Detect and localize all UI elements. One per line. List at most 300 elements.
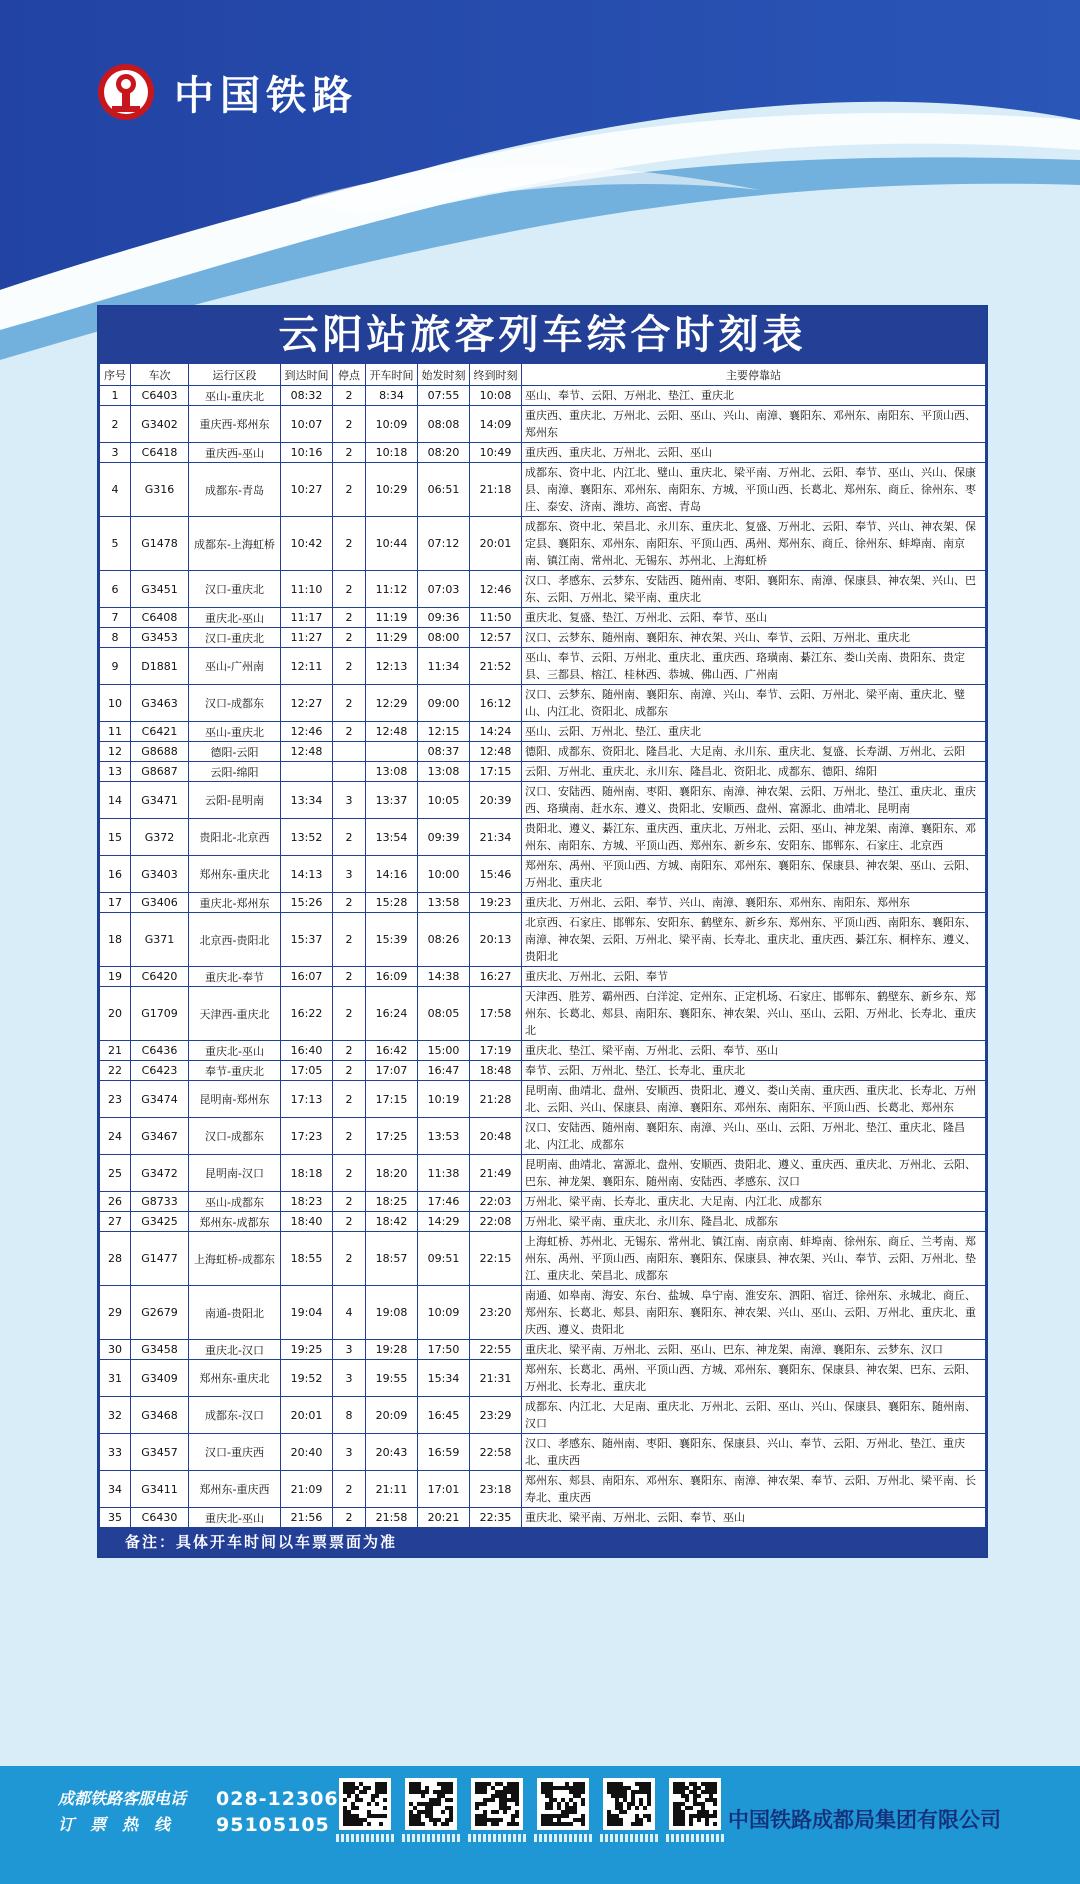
- qr-item: [602, 1778, 656, 1842]
- timetable: [99, 363, 986, 1528]
- qr-caption: [336, 1834, 394, 1842]
- table-cell: 20:13: [470, 913, 522, 967]
- table-cell: 17:01: [418, 1471, 470, 1508]
- table-cell: 20:48: [470, 1118, 522, 1155]
- table-cell: 2: [333, 913, 366, 967]
- table-row: [100, 1041, 986, 1061]
- table-cell: 12:57: [470, 628, 522, 648]
- stations-cell: 重庆北、梁平南、万州北、云阳、奉节、巫山: [522, 1508, 986, 1528]
- table-cell: 8: [100, 628, 131, 648]
- table-cell: 23:29: [470, 1397, 522, 1434]
- table-row: [100, 1360, 986, 1397]
- table-cell: 上海虹桥-成都东: [189, 1232, 281, 1286]
- table-cell: 巫山-成都东: [189, 1192, 281, 1212]
- table-cell: 22:03: [470, 1192, 522, 1212]
- table-cell: 10:09: [366, 406, 418, 443]
- table-cell: 汉口-重庆北: [189, 571, 281, 608]
- table-cell: 11:50: [470, 608, 522, 628]
- table-cell: 33: [100, 1434, 131, 1471]
- table-row: [100, 742, 986, 762]
- company-name: 中国铁路成都局集团有限公司: [728, 1808, 1001, 1832]
- stations-cell: 上海虹桥、苏州北、无锡东、常州北、镇江南、南京南、蚌埠南、徐州东、商丘、兰考南、郑州东、禹州、平顶山西、南阳东、襄阳东、保康县、神农架、兴山、奉节、云阳、万州北、垫江、重庆北、荣昌北、成都东: [522, 1232, 986, 1286]
- table-cell: 19:55: [366, 1360, 418, 1397]
- table-cell: 08:05: [418, 987, 470, 1041]
- table-cell: 2: [333, 1212, 366, 1232]
- table-cell: 2: [333, 1471, 366, 1508]
- qr-item: [536, 1778, 590, 1842]
- table-cell: 16:24: [366, 987, 418, 1041]
- table-row: [100, 987, 986, 1041]
- table-cell: 10: [100, 685, 131, 722]
- table-cell: 17:05: [281, 1061, 333, 1081]
- table-cell: 22:35: [470, 1508, 522, 1528]
- table-cell: G316: [131, 463, 189, 517]
- table-row: [100, 1232, 986, 1286]
- china-railway-logo-icon: [96, 62, 156, 122]
- table-row: [100, 893, 986, 913]
- table-cell: 郑州东-成都东: [189, 1212, 281, 1232]
- stations-cell: 汉口、云梦东、随州南、襄阳东、神农架、兴山、奉节、云阳、万州北、重庆北: [522, 628, 986, 648]
- table-cell: 重庆北-巫山: [189, 608, 281, 628]
- qr-item: [668, 1778, 722, 1842]
- table-cell: 22:58: [470, 1434, 522, 1471]
- page-title: 云阳站旅客列车综合时刻表: [99, 307, 986, 363]
- qr-code-icon: [669, 1778, 721, 1830]
- table-row: [100, 685, 986, 722]
- table-cell: 汉口-成都东: [189, 685, 281, 722]
- table-cell: 11:34: [418, 648, 470, 685]
- column-header: 终到时刻: [470, 364, 522, 386]
- qr-item: [470, 1778, 524, 1842]
- table-cell: 21:52: [470, 648, 522, 685]
- table-row: [100, 913, 986, 967]
- table-cell: 13:08: [418, 762, 470, 782]
- table-cell: 18:40: [281, 1212, 333, 1232]
- table-cell: 巫山-广州南: [189, 648, 281, 685]
- stations-cell: 汉口、安陆西、随州南、襄阳东、南漳、兴山、巫山、云阳、万州北、垫江、重庆北、隆昌北、内江北、成都东: [522, 1118, 986, 1155]
- table-cell: 10:27: [281, 463, 333, 517]
- service-label: 成都铁路客服电话: [58, 1789, 187, 1808]
- table-cell: 17:25: [366, 1118, 418, 1155]
- table-cell: 16:59: [418, 1434, 470, 1471]
- table-cell: 22:08: [470, 1212, 522, 1232]
- table-cell: 20:21: [418, 1508, 470, 1528]
- table-cell: 德阳-云阳: [189, 742, 281, 762]
- table-cell: 13:08: [366, 762, 418, 782]
- table-cell: 12:11: [281, 648, 333, 685]
- table-cell: 09:51: [418, 1232, 470, 1286]
- table-cell: 1: [100, 386, 131, 406]
- table-row: [100, 722, 986, 742]
- table-cell: 06:51: [418, 463, 470, 517]
- table-cell: [281, 762, 333, 782]
- table-cell: 12:46: [470, 571, 522, 608]
- table-cell: 2: [333, 406, 366, 443]
- column-header: 车次: [131, 364, 189, 386]
- table-cell: 20:40: [281, 1434, 333, 1471]
- table-cell: 09:00: [418, 685, 470, 722]
- phone-numbers: [216, 1786, 339, 1838]
- table-cell: 17:15: [470, 762, 522, 782]
- column-header: 开车时间: [366, 364, 418, 386]
- table-cell: 3: [333, 782, 366, 819]
- table-row: [100, 1155, 986, 1192]
- table-cell: 19:23: [470, 893, 522, 913]
- table-cell: 18:23: [281, 1192, 333, 1212]
- table-cell: 21:49: [470, 1155, 522, 1192]
- table-cell: [366, 742, 418, 762]
- table-cell: 汉口-重庆北: [189, 628, 281, 648]
- table-cell: G1709: [131, 987, 189, 1041]
- table-cell: 19:28: [366, 1340, 418, 1360]
- table-cell: 奉节-重庆北: [189, 1061, 281, 1081]
- table-cell: 15:26: [281, 893, 333, 913]
- table-cell: 13:58: [418, 893, 470, 913]
- stations-cell: 郑州东、郏县、南阳东、邓州东、襄阳东、南漳、神农架、奉节、云阳、万州北、梁平南、长寿北、重庆西: [522, 1471, 986, 1508]
- table-cell: G3425: [131, 1212, 189, 1232]
- table-cell: G1477: [131, 1232, 189, 1286]
- table-cell: 2: [100, 406, 131, 443]
- table-cell: 13:52: [281, 819, 333, 856]
- table-cell: 2: [333, 463, 366, 517]
- table-cell: 08:00: [418, 628, 470, 648]
- table-cell: 10:05: [418, 782, 470, 819]
- qr-item: [338, 1778, 392, 1842]
- table-row: [100, 1212, 986, 1232]
- table-cell: 昆明南-郑州东: [189, 1081, 281, 1118]
- table-cell: 2: [333, 628, 366, 648]
- table-cell: 汉口-重庆西: [189, 1434, 281, 1471]
- table-cell: G372: [131, 819, 189, 856]
- table-cell: 32: [100, 1397, 131, 1434]
- stations-cell: 成都东、资中北、荣昌北、永川东、重庆北、复盛、万州北、云阳、奉节、兴山、神农架、保定县、襄阳东、邓州东、南阳东、平顶山西、禹州、郑州东、商丘、徐州东、蚌埠南、南京南、镇江南、常州北、无锡东、苏州北、上海虹桥: [522, 517, 986, 571]
- table-cell: G3453: [131, 628, 189, 648]
- table-cell: 21:58: [366, 1508, 418, 1528]
- table-cell: G8687: [131, 762, 189, 782]
- table-cell: 14:13: [281, 856, 333, 893]
- table-cell: 12:15: [418, 722, 470, 742]
- table-cell: 3: [100, 443, 131, 463]
- table-cell: G3403: [131, 856, 189, 893]
- table-cell: 22:55: [470, 1340, 522, 1360]
- table-cell: 31: [100, 1360, 131, 1397]
- table-cell: 10:44: [366, 517, 418, 571]
- table-cell: G371: [131, 913, 189, 967]
- table-cell: C6421: [131, 722, 189, 742]
- table-cell: G3471: [131, 782, 189, 819]
- table-cell: C6408: [131, 608, 189, 628]
- table-row: [100, 443, 986, 463]
- table-cell: 2: [333, 1081, 366, 1118]
- table-cell: 08:26: [418, 913, 470, 967]
- qr-item: [404, 1778, 458, 1842]
- table-cell: 2: [333, 893, 366, 913]
- table-cell: C6420: [131, 967, 189, 987]
- table-cell: 3: [333, 1340, 366, 1360]
- table-cell: 17:19: [470, 1041, 522, 1061]
- table-cell: 16:07: [281, 967, 333, 987]
- note: 备注：具体开车时间以车票票面为准: [99, 1528, 986, 1556]
- qr-code-icon: [471, 1778, 523, 1830]
- table-cell: 成都东-青岛: [189, 463, 281, 517]
- table-cell: 20:39: [470, 782, 522, 819]
- table-cell: 重庆西-郑州东: [189, 406, 281, 443]
- table-cell: 16:09: [366, 967, 418, 987]
- stations-cell: 北京西、石家庄、邯郸东、安阳东、鹤壁东、新乡东、郑州东、平顶山西、南阳东、襄阳东、南漳、神农架、云阳、万州北、梁平南、长寿北、重庆北、重庆西、綦江东、桐梓东、遵义、贵阳北: [522, 913, 986, 967]
- table-cell: 2: [333, 722, 366, 742]
- table-cell: 08:08: [418, 406, 470, 443]
- table-cell: G3458: [131, 1340, 189, 1360]
- table-cell: 2: [333, 967, 366, 987]
- table-cell: D1881: [131, 648, 189, 685]
- table-cell: G3457: [131, 1434, 189, 1471]
- qr-code-icon: [339, 1778, 391, 1830]
- table-cell: 13: [100, 762, 131, 782]
- table-cell: G3467: [131, 1118, 189, 1155]
- table-cell: 23:20: [470, 1286, 522, 1340]
- table-row: [100, 406, 986, 443]
- table-cell: 17:50: [418, 1340, 470, 1360]
- table-cell: 35: [100, 1508, 131, 1528]
- table-cell: 22:15: [470, 1232, 522, 1286]
- timetable-board: [97, 305, 988, 1558]
- table-cell: G3411: [131, 1471, 189, 1508]
- table-cell: 重庆北-郑州东: [189, 893, 281, 913]
- table-cell: 18:55: [281, 1232, 333, 1286]
- table-cell: 26: [100, 1192, 131, 1212]
- table-cell: 3: [333, 1360, 366, 1397]
- table-row: [100, 856, 986, 893]
- table-cell: 15: [100, 819, 131, 856]
- stations-cell: 万州北、梁平南、长寿北、重庆北、大足南、内江北、成都东: [522, 1192, 986, 1212]
- table-cell: 10:00: [418, 856, 470, 893]
- table-row: [100, 967, 986, 987]
- table-cell: 14:16: [366, 856, 418, 893]
- table-cell: C6430: [131, 1508, 189, 1528]
- table-cell: 3: [333, 1434, 366, 1471]
- table-cell: G3402: [131, 406, 189, 443]
- stations-cell: 汉口、安陆西、随州南、枣阳、襄阳东、南漳、神农架、云阳、万州北、垫江、重庆北、重庆西、珞璜南、赶水东、遵义、贵阳北、安顺西、盘州、富源北、曲靖北、昆明南: [522, 782, 986, 819]
- table-cell: 北京西-贵阳北: [189, 913, 281, 967]
- table-cell: 12:27: [281, 685, 333, 722]
- table-cell: 11:19: [366, 608, 418, 628]
- table-row: [100, 1061, 986, 1081]
- table-cell: 18:25: [366, 1192, 418, 1212]
- table-cell: G3451: [131, 571, 189, 608]
- table-cell: 15:34: [418, 1360, 470, 1397]
- table-cell: 16:27: [470, 967, 522, 987]
- table-cell: 14:38: [418, 967, 470, 987]
- qr-caption: [666, 1834, 724, 1842]
- qr-code-icon: [537, 1778, 589, 1830]
- table-cell: 12:13: [366, 648, 418, 685]
- table-row: [100, 819, 986, 856]
- table-cell: 汉口-成都东: [189, 1118, 281, 1155]
- table-cell: 07:55: [418, 386, 470, 406]
- qr-code-icon: [603, 1778, 655, 1830]
- table-cell: 2: [333, 443, 366, 463]
- table-cell: 16:22: [281, 987, 333, 1041]
- table-cell: 10:16: [281, 443, 333, 463]
- table-cell: 重庆北-巫山: [189, 1508, 281, 1528]
- table-cell: 重庆北-巫山: [189, 1041, 281, 1061]
- table-cell: 10:07: [281, 406, 333, 443]
- table-cell: [333, 742, 366, 762]
- table-row: [100, 517, 986, 571]
- stations-cell: 巫山、奉节、云阳、万州北、垫江、重庆北: [522, 386, 986, 406]
- table-cell: 5: [100, 517, 131, 571]
- table-cell: 贵阳北-北京西: [189, 819, 281, 856]
- stations-cell: 天津西、胜芳、霸州西、白洋淀、定州东、正定机场、石家庄、邯郸东、鹤壁东、新乡东、郑州东、长葛北、郏县、南阳东、襄阳东、神农架、兴山、巫山、云阳、万州北、长寿北、重庆北: [522, 987, 986, 1041]
- table-cell: 08:20: [418, 443, 470, 463]
- table-cell: C6418: [131, 443, 189, 463]
- table-cell: 08:37: [418, 742, 470, 762]
- stations-cell: 重庆北、复盛、垫江、万州北、云阳、奉节、巫山: [522, 608, 986, 628]
- table-cell: 12: [100, 742, 131, 762]
- table-cell: 07:03: [418, 571, 470, 608]
- table-cell: 12:29: [366, 685, 418, 722]
- table-cell: 巫山-重庆北: [189, 386, 281, 406]
- table-cell: 2: [333, 1192, 366, 1212]
- table-cell: 13:54: [366, 819, 418, 856]
- table-cell: 云阳-绵阳: [189, 762, 281, 782]
- table-cell: 19: [100, 967, 131, 987]
- table-cell: 11: [100, 722, 131, 742]
- column-header: 到达时间: [281, 364, 333, 386]
- booking-label: 订 票 热 线: [58, 1815, 171, 1834]
- table-cell: 10:49: [470, 443, 522, 463]
- table-cell: 6: [100, 571, 131, 608]
- table-cell: C6423: [131, 1061, 189, 1081]
- table-cell: C6436: [131, 1041, 189, 1061]
- table-row: [100, 1434, 986, 1471]
- table-cell: 2: [333, 571, 366, 608]
- qr-code-icon: [405, 1778, 457, 1830]
- table-cell: 23:18: [470, 1471, 522, 1508]
- table-cell: 2: [333, 386, 366, 406]
- table-row: [100, 1081, 986, 1118]
- table-cell: 14:24: [470, 722, 522, 742]
- stations-cell: 南通、如皋南、海安、东台、盐城、阜宁南、淮安东、泗阳、宿迁、徐州东、永城北、商丘、郑州东、长葛北、郏县、南阳东、襄阳东、神农架、兴山、巫山、云阳、万州北、重庆北、重庆西、遵义、贵阳北: [522, 1286, 986, 1340]
- stations-cell: 巫山、奉节、云阳、万州北、重庆北、重庆西、珞璜南、綦江东、娄山关南、贵阳东、贵定县、三都县、榕江、桂林西、恭城、佛山西、广州南: [522, 648, 986, 685]
- table-cell: 17:46: [418, 1192, 470, 1212]
- table-cell: 3: [333, 856, 366, 893]
- table-cell: 08:32: [281, 386, 333, 406]
- table-cell: 2: [333, 1118, 366, 1155]
- stations-cell: 重庆北、万州北、云阳、奉节、兴山、南漳、襄阳东、邓州东、南阳东、郑州东: [522, 893, 986, 913]
- stations-cell: 重庆西、重庆北、万州北、云阳、巫山: [522, 443, 986, 463]
- table-row: [100, 571, 986, 608]
- table-cell: 17:15: [366, 1081, 418, 1118]
- table-cell: 22: [100, 1061, 131, 1081]
- stations-cell: 汉口、云梦东、随州南、襄阳东、南漳、兴山、奉节、云阳、万州北、梁平南、重庆北、璧山、内江北、资阳北、成都东: [522, 685, 986, 722]
- column-header: 主要停靠站: [522, 364, 986, 386]
- table-cell: 13:34: [281, 782, 333, 819]
- table-cell: 28: [100, 1232, 131, 1286]
- stations-cell: 郑州东、禹州、平顶山西、方城、南阳东、邓州东、襄阳东、保康县、神农架、巫山、云阳、万州北、重庆北: [522, 856, 986, 893]
- stations-cell: 昆明南、曲靖北、富源北、盘州、安顺西、贵阳北、遵义、重庆西、重庆北、万州北、云阳、巴东、神龙架、襄阳东、随州南、安陆西、孝感东、汉口: [522, 1155, 986, 1192]
- table-cell: 21:31: [470, 1360, 522, 1397]
- table-cell: 16:12: [470, 685, 522, 722]
- table-cell: 2: [333, 1232, 366, 1286]
- table-cell: 南通-贵阳北: [189, 1286, 281, 1340]
- table-cell: G3463: [131, 685, 189, 722]
- table-cell: C6403: [131, 386, 189, 406]
- brand-logo: [96, 62, 358, 122]
- table-row: [100, 762, 986, 782]
- table-cell: 2: [333, 648, 366, 685]
- table-cell: G8688: [131, 742, 189, 762]
- table-cell: 2: [333, 685, 366, 722]
- table-header-row: [100, 364, 986, 386]
- table-cell: 重庆北-奉节: [189, 967, 281, 987]
- table-cell: 18:18: [281, 1155, 333, 1192]
- stations-cell: 汉口、孝感东、随州南、枣阳、襄阳东、保康县、兴山、奉节、云阳、万州北、垫江、重庆北、重庆西: [522, 1434, 986, 1471]
- table-cell: 07:12: [418, 517, 470, 571]
- table-cell: 16:45: [418, 1397, 470, 1434]
- table-cell: 12:48: [281, 742, 333, 762]
- table-row: [100, 386, 986, 406]
- table-row: [100, 463, 986, 517]
- stations-cell: 成都东、内江北、大足南、重庆北、万州北、云阳、巫山、兴山、保康县、襄阳东、随州南、汉口: [522, 1397, 986, 1434]
- table-cell: 11:10: [281, 571, 333, 608]
- timetable-body: [100, 386, 986, 1528]
- table-cell: 09:36: [418, 608, 470, 628]
- table-cell: 2: [333, 1155, 366, 1192]
- table-cell: 重庆西-巫山: [189, 443, 281, 463]
- service-labels: [58, 1786, 186, 1838]
- table-cell: 30: [100, 1340, 131, 1360]
- table-cell: 天津西-重庆北: [189, 987, 281, 1041]
- column-header: 始发时刻: [418, 364, 470, 386]
- table-cell: 昆明南-汉口: [189, 1155, 281, 1192]
- table-cell: 11:17: [281, 608, 333, 628]
- table-row: [100, 782, 986, 819]
- table-cell: 21: [100, 1041, 131, 1061]
- table-cell: 19:04: [281, 1286, 333, 1340]
- table-cell: 12:48: [366, 722, 418, 742]
- table-cell: 11:27: [281, 628, 333, 648]
- table-cell: 17:58: [470, 987, 522, 1041]
- stations-cell: 巫山、云阳、万州北、垫江、重庆北: [522, 722, 986, 742]
- footer: [0, 1766, 1080, 1884]
- stations-cell: 重庆西、重庆北、万州北、云阳、巫山、兴山、南漳、襄阳东、邓州东、南阳东、平顶山西、郑州东: [522, 406, 986, 443]
- table-cell: 12:46: [281, 722, 333, 742]
- stations-cell: 成都东、资中北、内江北、璧山、重庆北、梁平南、万州北、云阳、奉节、巫山、兴山、保康县、南漳、襄阳东、邓州东、南阳东、方城、平顶山西、长葛北、郑州东、商丘、徐州东、枣庄、泰安、济南、潍坊、高密、青岛: [522, 463, 986, 517]
- table-cell: 19:52: [281, 1360, 333, 1397]
- table-cell: 10:42: [281, 517, 333, 571]
- table-cell: 18:20: [366, 1155, 418, 1192]
- table-cell: 09:39: [418, 819, 470, 856]
- table-cell: 15:37: [281, 913, 333, 967]
- table-cell: 16:42: [366, 1041, 418, 1061]
- table-cell: 17: [100, 893, 131, 913]
- table-cell: G3468: [131, 1397, 189, 1434]
- table-cell: 19:08: [366, 1286, 418, 1340]
- table-cell: G3406: [131, 893, 189, 913]
- table-cell: 成都东-上海虹桥: [189, 517, 281, 571]
- table-cell: 云阳-昆明南: [189, 782, 281, 819]
- table-cell: 15:46: [470, 856, 522, 893]
- table-cell: 2: [333, 608, 366, 628]
- table-cell: [333, 762, 366, 782]
- table-cell: 10:09: [418, 1286, 470, 1340]
- table-cell: 21:09: [281, 1471, 333, 1508]
- table-cell: 21:18: [470, 463, 522, 517]
- table-row: [100, 1286, 986, 1340]
- table-cell: 10:08: [470, 386, 522, 406]
- table-cell: 16:40: [281, 1041, 333, 1061]
